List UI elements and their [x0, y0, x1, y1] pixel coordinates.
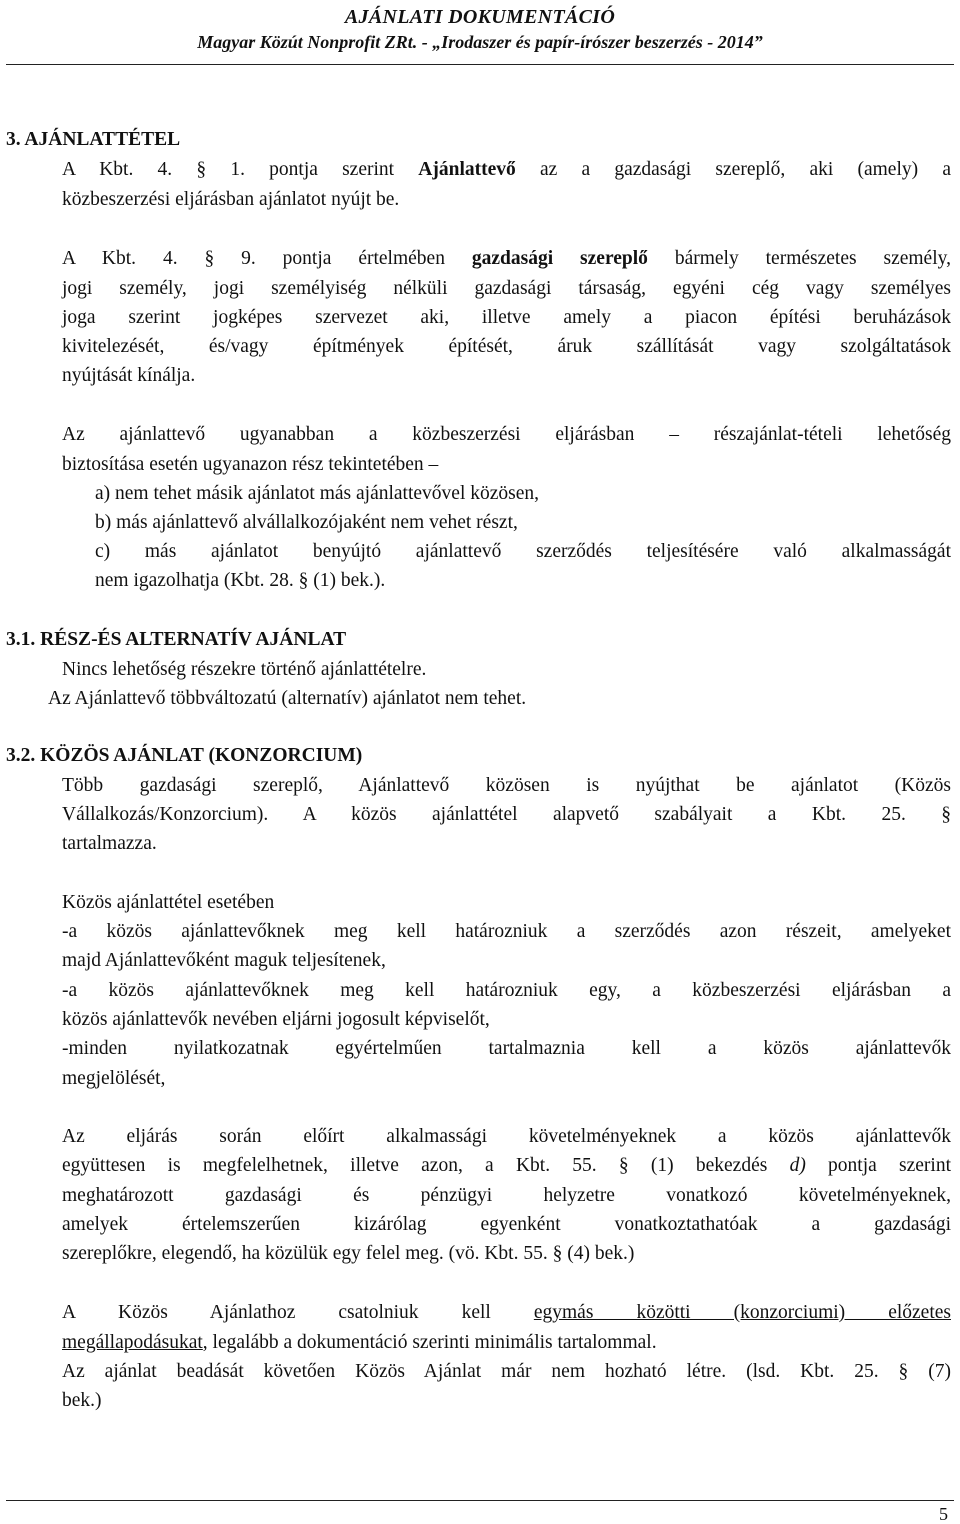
paragraph-line: biztosítása esetén ugyanazon rész tekintetében –: [62, 454, 439, 475]
paragraph-line: Több gazdasági szereplő, Ajánlattevő közösen is nyújthat be ajánlatot (Közös: [62, 775, 951, 796]
list-item: b) más ajánlattevő alvállalkozójaként nem vehet részt,: [95, 512, 518, 533]
paragraph-line: szereplőkre, elegendő, ha közülük egy felel meg. (vö. Kbt. 55. § (4) bek.): [62, 1243, 635, 1264]
paragraph-line: Nincs lehetőség részekre történő ajánlattételre.: [62, 659, 427, 680]
page-number: 5: [939, 1504, 948, 1524]
paragraph-line: megállapodásukat, legalább a dokumentáció szerinti minimális tartalommal.: [62, 1332, 657, 1353]
list-item: a) nem tehet másik ajánlatot más ajánlattevővel közösen,: [95, 483, 540, 504]
paragraph-line: -a közös ajánlattevőknek meg kell határozniuk egy, a közbeszerzési eljárásban a: [62, 980, 951, 1001]
document-title: AJÁNLATI DOKUMENTÁCIÓ: [344, 6, 616, 28]
paragraph-line: amelyek értelemszerűen kizárólag egyenként vonatkoztathatóak a gazdasági: [62, 1214, 951, 1235]
paragraph-line: -a közös ajánlattevőknek meg kell határozniuk a szerződés azon részeit, amelyeket: [62, 921, 951, 942]
paragraph-line: A Kbt. 4. § 9. pontja értelmében gazdasági szereplő bármely természetes személy,: [62, 248, 951, 269]
paragraph-line: tartalmazza.: [62, 833, 157, 854]
paragraph-line: kivitelezését, és/vagy építmények építését, áruk szállítását vagy szolgáltatások: [62, 336, 951, 357]
paragraph-line: joga szerint jogképes szervezet aki, illetve amely a piacon építési beruházások: [62, 307, 951, 328]
paragraph-line: A Közös Ajánlathoz csatolniuk kell egymás közötti (konzorciumi) előzetes: [62, 1302, 951, 1323]
paragraph-line: nyújtását kínálja.: [62, 365, 196, 386]
paragraph-line: közbeszerzési eljárásban ajánlatot nyújt be.: [62, 189, 400, 210]
page-header: [0, 4, 960, 54]
list-item: c) más ajánlatot benyújtó ajánlattevő szerződés teljesítésére való alkalmasságát: [95, 541, 951, 562]
paragraph-line: Az ajánlattevő ugyanabban a közbeszerzési eljárásban – részajánlat-tételi lehetőség: [62, 424, 951, 445]
paragraph-line: Vállalkozás/Konzorcium). A közös ajánlattétel alapvető szabályait a Kbt. 25. §: [62, 804, 951, 825]
section-3-2-heading: 3.2. KÖZÖS AJÁNLAT (KONZORCIUM): [6, 745, 363, 766]
paragraph-line: megjelölését,: [62, 1068, 166, 1089]
section-3-1-heading: 3.1. RÉSZ-ÉS ALTERNATÍV AJÁNLAT: [6, 629, 347, 650]
paragraph-line: -minden nyilatkozatnak egyértelműen tartalmaznia kell a közös ajánlattevők: [62, 1038, 951, 1059]
paragraph-line: majd Ajánlattevőként maguk teljesítenek,: [62, 950, 386, 971]
paragraph-line: A Kbt. 4. § 1. pontja szerint Ajánlattevő az a gazdasági szereplő, aki (amely) a: [62, 159, 951, 180]
paragraph-line: meghatározott gazdasági és pénzügyi helyzetre vonatkozó követelményeknek,: [62, 1185, 951, 1206]
paragraph-line: Az eljárás során előírt alkalmassági követelményeknek a közös ajánlattevők: [62, 1126, 951, 1147]
footer-divider: [6, 1500, 954, 1501]
paragraph-line: bek.): [62, 1390, 102, 1411]
paragraph-line: Az ajánlat beadását követően Közös Ajánlat már nem hozható létre. (lsd. Kbt. 25. § (7): [62, 1361, 951, 1382]
paragraph-line: együttesen is megfelelhetnek, illetve azon, a Kbt. 55. § (1) bekezdés d) pontja szerint: [62, 1155, 951, 1176]
document-subtitle: Magyar Közút Nonprofit ZRt. - „Irodaszer és papír-írószer beszerzés - 2014”: [197, 32, 763, 52]
paragraph-line: jogi személy, jogi személyiség nélküli gazdasági társaság, egyéni cég vagy személyes: [62, 278, 951, 299]
paragraph-line: Az Ajánlattevő többváltozatú (alternatív) ajánlatot nem tehet.: [48, 688, 527, 709]
paragraph-line: Közös ajánlattétel esetében: [62, 892, 275, 913]
section-3-heading: 3. AJÁNLATTÉTEL: [6, 129, 181, 150]
header-divider: [6, 64, 954, 65]
list-item: nem igazolhatja (Kbt. 28. § (1) bek.).: [95, 570, 386, 591]
paragraph-line: közös ajánlattevők nevében eljárni jogosult képviselőt,: [62, 1009, 490, 1030]
